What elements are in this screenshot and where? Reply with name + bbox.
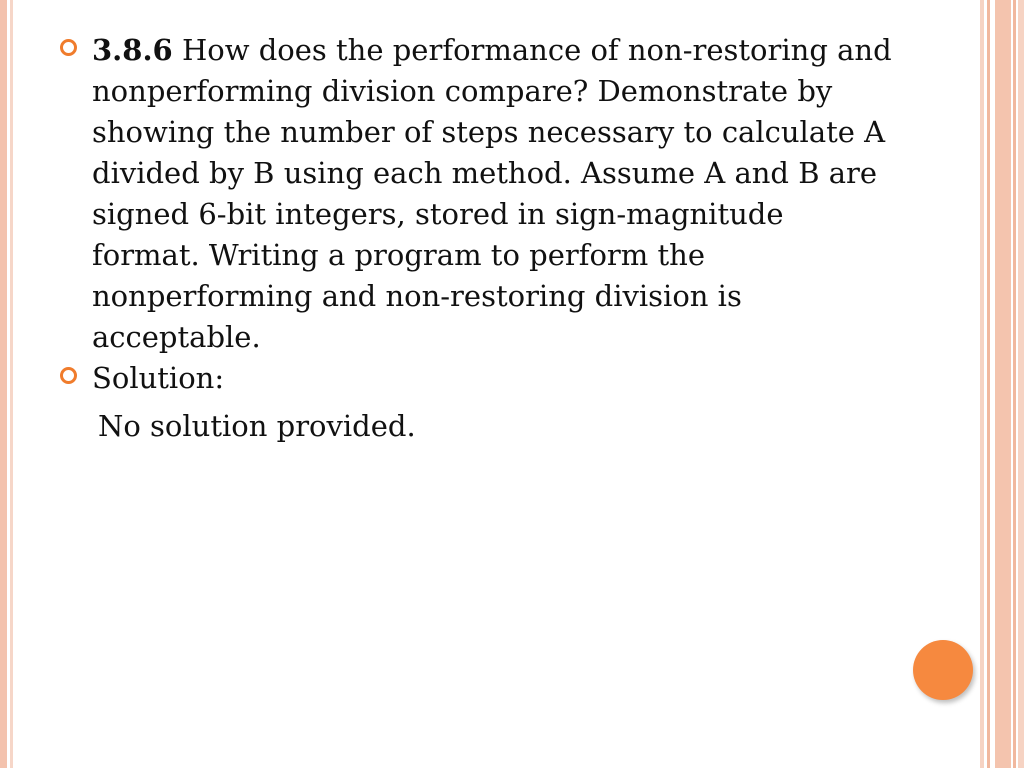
right-frame-line-3 (1013, 0, 1016, 768)
circle-bullet-icon (60, 39, 77, 56)
left-frame-bar (0, 0, 7, 768)
right-frame-bar (995, 0, 1011, 768)
question-number: 3.8.6 (92, 33, 173, 67)
left-frame-line (10, 0, 13, 768)
orange-dot-icon (913, 640, 973, 700)
solution-bullet (60, 358, 900, 399)
question-text: How does the performance of non-restoring and nonperforming division compare? Demonstrate by showing the number of steps necessary to calculate A divided by B using each method. Assume A and B are signed 6-bit integers, stored in sign-magnitude format. Writing a program to perform the nonperforming and non-restoring division is acceptable. (92, 33, 892, 354)
circle-bullet-icon (60, 367, 77, 384)
slide-content (60, 30, 900, 447)
solution-label: Solution: (92, 361, 225, 395)
right-frame-line-1 (980, 0, 984, 768)
right-frame-line-2 (987, 0, 990, 768)
right-frame-line-4 (1018, 0, 1024, 768)
solution-text: No solution provided. (98, 409, 416, 443)
question-bullet (60, 30, 900, 358)
